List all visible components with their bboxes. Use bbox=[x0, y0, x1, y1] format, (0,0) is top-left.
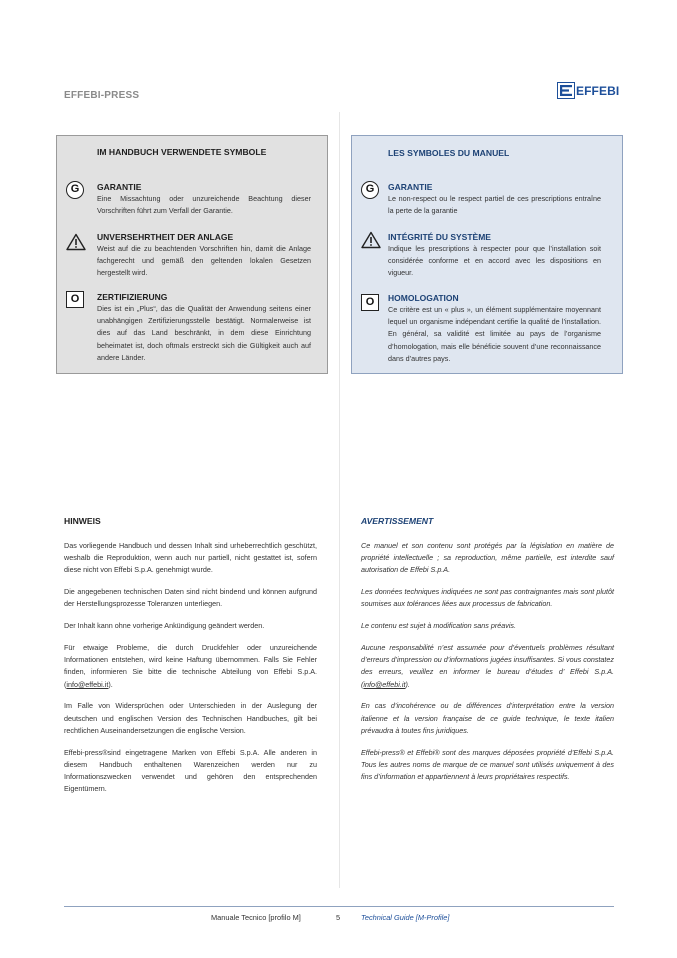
symbol-title: GARANTIE bbox=[97, 182, 142, 192]
symbol-text: Le non-respect ou le respect partiel de ces prescriptions entraîne la perte de la garantie bbox=[388, 194, 601, 216]
guarantee-g-icon: G bbox=[66, 181, 84, 199]
footer-right-title: Technical Guide [M-Profile] bbox=[361, 913, 450, 922]
guarantee-g-icon: G bbox=[361, 181, 379, 199]
symbols-box-fr bbox=[351, 135, 623, 374]
symbol-text: Dies ist ein „Plus“, das die Qualität der Anwendung seitens einer unabhängigen Zertifizierungsstelle bestätigt. Normalerweise ist dies auf das Land beschränkt, in dem diese Einrichtung beheimatet ist, doch oftmals erstreckt sich die Gültigkeit auch auf andere Länder. bbox=[97, 304, 311, 362]
symbols-title-fr: LES SYMBOLES DU MANUEL bbox=[388, 148, 510, 158]
notice-paragraph: Les données techniques indiquées ne sont pas contraignantes mais sont plutôt soumises aux tolérances liées aux processus de fabrication. bbox=[361, 587, 614, 609]
symbol-title: INTÉGRITÉ DU SYSTÈME bbox=[388, 232, 491, 242]
notice-paragraph bbox=[361, 642, 614, 691]
symbol-text: Eine Missachtung oder unzureichende Beachtung dieser Vorschriften führt zum Verfall der Garantie. bbox=[97, 194, 311, 216]
notice-paragraph bbox=[64, 642, 317, 691]
warning-triangle-icon bbox=[66, 233, 86, 251]
symbol-title: UNVERSEHRTHEIT DER ANLAGE bbox=[97, 232, 234, 242]
symbol-text: Weist auf die zu beachtenden Vorschriften hin, damit die Anlage fachgerecht und gemäß den geltenden lokalen Gesetzen hergestellt wird. bbox=[97, 244, 311, 278]
logo-text: EFFEBI bbox=[576, 83, 620, 98]
notice-text: Für etwaige Probleme, die durch Druckfehler oder unzureichende Informationen entstehen, wird keine Haftung übernommen. Falls Sie Fehler finden, informieren Sie bitte die technische Abteilung von Effebi S.p.A. ( bbox=[64, 643, 317, 689]
symbol-certification-de bbox=[97, 292, 311, 364]
notice-text: Aucune responsabilité n’est assumée pour d’éventuels problèmes résultant d’erreurs d’impression ou d’informations jugées insuffisantes. Si vous constatez des erreurs, veuillez en informer le bureau d’études d’ Effebi S.p.A. ( bbox=[361, 643, 614, 689]
effebi-logo bbox=[557, 82, 619, 99]
symbol-text: Indique les prescriptions à respecter pour que l’installation soit considérée conforme et en accord avec les dispositions en vigueur. bbox=[388, 244, 601, 278]
symbol-guarantee-de bbox=[97, 182, 311, 217]
notice-paragraph: Ce manuel et son contenu sont protégés par la législation en matière de propriété intellectuelle ; sa reproduction, même partielle, est interdite sauf autorisation de Effebi S.p.A. bbox=[361, 541, 614, 575]
notice-paragraph: Das vorliegende Handbuch und dessen Inhalt sind urheberrechtlich geschützt, weshalb die Reproduktion, wenn auch nur partiell, nicht gestattet ist, sofern diese nicht von Effebi S.p.A. genehmigt wurde. bbox=[64, 541, 317, 575]
notice-paragraph: Effebi-press® et Effebi® sont des marques déposées propriété d’Effebi S.p.A. Tous les autres noms de marque de ce manuel sont utilisés uniquement à des fins d’information et appartiennent à leurs propriétaires respectifs. bbox=[361, 747, 614, 782]
symbol-text: Ce critère est un « plus », un élément supplémentaire moyennant lequel un organisme indépendant certifie la qualité de l’installation. En général, sa validité est limitée au pays de l’organisme d’homologation, mais elle bénéficie souvent d’une reconnaissance dans d’autres pays. bbox=[388, 305, 601, 363]
column-divider bbox=[339, 112, 340, 888]
symbol-title: GARANTIE bbox=[388, 182, 433, 192]
notice-paragraph: Le contenu est sujet à modification sans préavis. bbox=[361, 621, 517, 631]
symbol-title: ZERTIFIZIERUNG bbox=[97, 292, 168, 302]
warning-triangle-icon bbox=[361, 231, 381, 249]
symbol-integrity-fr bbox=[388, 232, 601, 280]
symbols-box-de bbox=[56, 135, 328, 374]
effebi-logo-icon bbox=[557, 82, 575, 99]
footer-rule bbox=[64, 906, 614, 907]
notice-paragraph: En cas d’incohérence ou de différences d’interprétation entre la version italienne et la version française de ce guide technique, le texte italien prévaudra à toutes fins juridiques. bbox=[361, 701, 614, 735]
footer-left-title: Manuale Tecnico [profilo M] bbox=[211, 913, 301, 922]
symbol-homologation-fr bbox=[388, 293, 601, 365]
notice-paragraph: Die angegebenen technischen Daten sind nicht bindend und können aufgrund der Herstellungsprozesse Toleranzen unterliegen. bbox=[64, 587, 317, 609]
symbol-integrity-de bbox=[97, 232, 311, 280]
notice-paragraph: Der Inhalt kann ohne vorherige Ankündigung geändert werden. bbox=[64, 621, 265, 631]
page-number: 5 bbox=[336, 913, 341, 922]
notice-paragraph: Effebi-press®sind eingetragene Marken von Effebi S.p.A. Alle anderen in diesem Handbuch enthaltenen Warenzeichen werden nur zu Informationszwecken verwendet und gehören den entsprechenden Eigentümern. bbox=[64, 747, 317, 794]
notice-text: ). bbox=[108, 679, 113, 689]
notice-title-fr: AVERTISSEMENT bbox=[361, 516, 434, 526]
symbol-title: HOMOLOGATION bbox=[388, 293, 459, 303]
symbols-title-de: IM HANDBUCH VERWENDETE SYMBOLE bbox=[97, 147, 267, 157]
notice-title-de: HINWEIS bbox=[64, 516, 101, 526]
notice-paragraph: Im Falle von Widersprüchen oder Unterschieden in der Auslegung der deutschen und englischen Version des Technischen Handbuches, gilt bei rechtlichen Auseinandersetzungen die englische Version. bbox=[64, 701, 317, 735]
notice-text: ). bbox=[405, 679, 410, 689]
header-brand: EFFEBI-PRESS bbox=[64, 90, 140, 101]
certification-o-icon: O bbox=[361, 294, 379, 311]
notice-de bbox=[64, 516, 317, 805]
email-link[interactable]: info@effebi.it bbox=[66, 679, 109, 689]
symbol-guarantee-fr bbox=[388, 182, 601, 217]
email-link[interactable]: info@effebi.it bbox=[363, 679, 406, 689]
certification-o-icon: O bbox=[66, 291, 84, 308]
notice-fr bbox=[361, 516, 614, 793]
